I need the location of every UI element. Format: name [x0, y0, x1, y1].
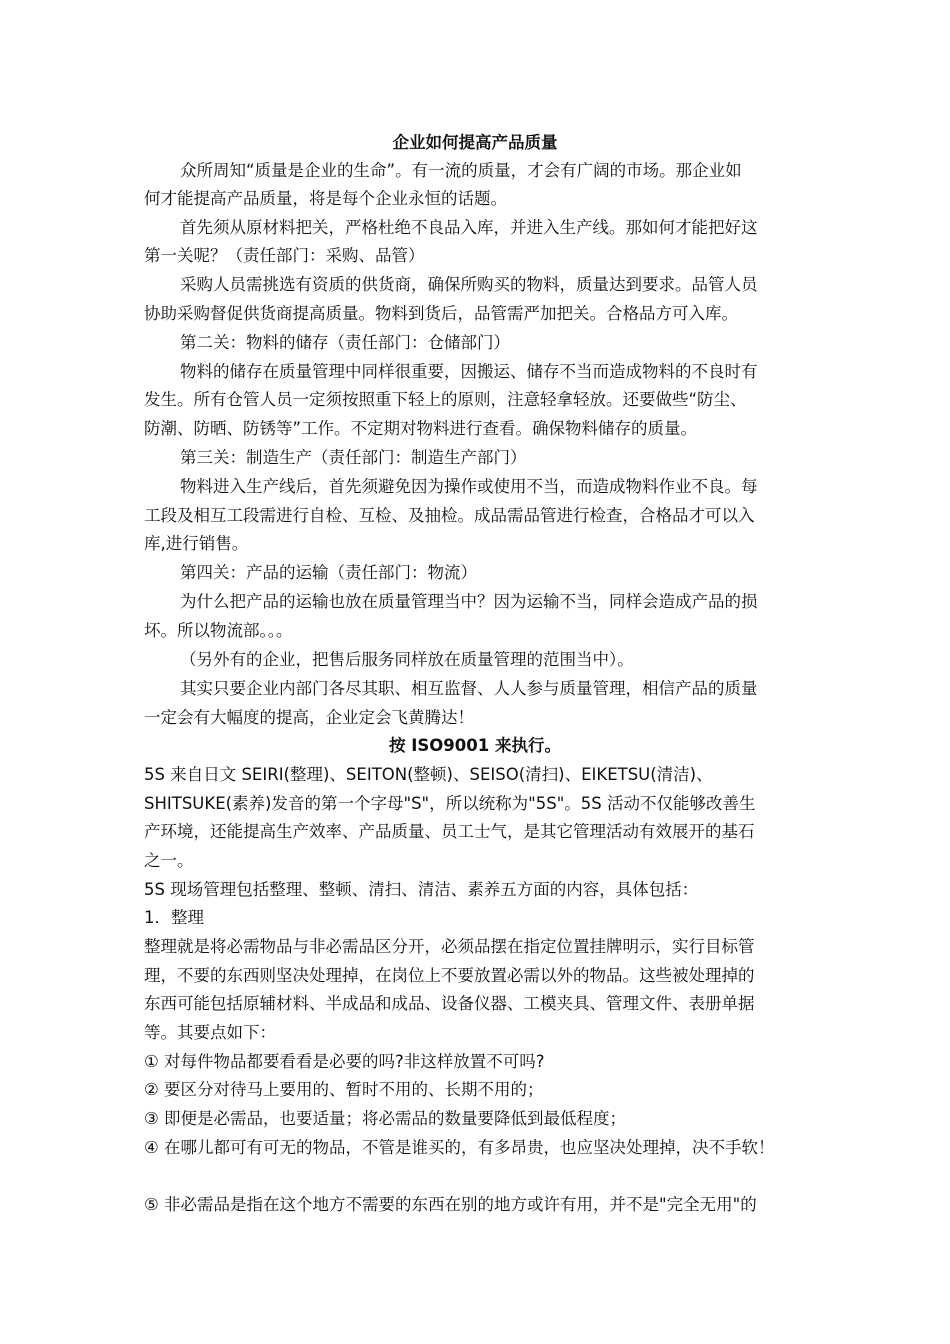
paragraph-line: 工段及相互工段需进行自检、互检、及抽检。成品需品管进行检查，合格品才可以入 [144, 506, 755, 525]
paragraph-line: 防潮、防晒、防锈等”工作。不定期对物料进行查看。确保物料储存的质量。 [144, 419, 698, 438]
paragraph-line: 首先须从原材料把关，严格杜绝不良品入库，并进入生产线。那如何才能把好这 [180, 218, 758, 237]
list-item: ⑤ 非必需品是指在这个地方不需要的东西在别的地方或许有用，并不是"完全无用"的 [144, 1195, 757, 1214]
paragraph-line: 采购人员需挑选有资质的供货商，确保所购买的物料，质量达到要求。品管人员 [180, 275, 758, 294]
paragraph-line: 5S 现场管理包括整理、整顿、清扫、清洁、素养五方面的内容，具体包括： [144, 880, 699, 899]
paragraph-line: 众所周知“质量是企业的生命”。有一流的质量，才会有广阔的市场。那企业如 [180, 161, 742, 180]
paragraph-line: 物料进入生产线后，首先须避免因为操作或使用不当，而造成物料作业不良。每 [180, 477, 758, 496]
paragraph-line: 何才能提高产品质量，将是每个企业永恒的话题。 [144, 189, 507, 208]
list-item: ② 要区分对待马上要用的、暂时不用的、长期不用的； [144, 1080, 544, 1099]
paragraph-line: 理，不要的东西则坚决处理掉，在岗位上不要放置必需以外的物品。这些被处理掉的 [144, 966, 755, 985]
paragraph-line: 东西可能包括原辅材料、半成品和成品、设备仪器、工模夹具、管理文件、表册单据 [144, 994, 755, 1013]
paragraph-line: 5S 来自日文 SEIRI(整理)、SEITON(整顿)、SEISO(清扫)、EIKETSU(清洁)、 [144, 765, 713, 784]
section-title: 按 ISO9001 来执行。 [389, 736, 561, 755]
paragraph-line: 为什么把产品的运输也放在质量管理当中？因为运输不当，同样会造成产品的损 [180, 592, 758, 611]
paragraph-line: 协助采购督促供货商提高质量。物料到货后，品管需严加把关。合格品方可入库。 [144, 304, 738, 323]
paragraph-line: SHITSUKE(素养)发音的第一个字母"S"，所以统称为"5S"。5S 活动不仅能够改善生 [144, 794, 756, 813]
section-heading: 第二关：物料的储存（责任部门：仓储部门） [180, 333, 510, 352]
paragraph-line: 产环境，还能提高生产效率、产品质量、员工士气，是其它管理活动有效展开的基石 [144, 822, 755, 841]
list-heading: 1．整理 [144, 908, 204, 927]
paragraph-line: 坏。所以物流部。。。 [144, 621, 293, 640]
paragraph-line: 等。其要点如下： [144, 1023, 276, 1042]
list-item: ③ 即便是必需品，也要适量；将必需品的数量要降低到最低程度； [144, 1109, 627, 1128]
paragraph-line: （另外有的企业，把售后服务同样放在质量管理的范围当中）。 [180, 650, 634, 669]
list-item: ④ 在哪儿都可有可无的物品，不管是谁买的，有多昂贵，也应坚决处理掉，决不手软！ [144, 1138, 775, 1157]
section-heading: 第三关：制造生产（责任部门：制造生产部门） [180, 448, 527, 467]
paragraph-line: 第一关呢？（责任部门：采购、品管） [144, 246, 425, 265]
paragraph-line: 发生。所有仓管人员一定须按照重下轻上的原则，注意轻拿轻放。还要做些“防尘、 [144, 390, 747, 409]
document-title: 企业如何提高产品质量 [392, 133, 558, 152]
list-item: ① 对每件物品都要看看是必要的吗?非这样放置不可吗? [144, 1052, 545, 1071]
paragraph-line: 库,进行销售。 [144, 534, 249, 553]
paragraph-line: 物料的储存在质量管理中同样很重要，因搬运、储存不当而造成物料的不良时有 [180, 362, 758, 381]
section-heading: 第四关：产品的运输（责任部门：物流） [180, 563, 477, 582]
paragraph-line: 其实只要企业内部门各尽其职、相互监督、人人参与质量管理，相信产品的质量 [180, 679, 758, 698]
paragraph-line: 之一。 [144, 851, 194, 870]
paragraph-line: 一定会有大幅度的提高，企业定会飞黄腾达！ [144, 708, 474, 727]
paragraph-line: 整理就是将必需物品与非必需品区分开，必须品摆在指定位置挂牌明示，实行目标管 [144, 937, 755, 956]
